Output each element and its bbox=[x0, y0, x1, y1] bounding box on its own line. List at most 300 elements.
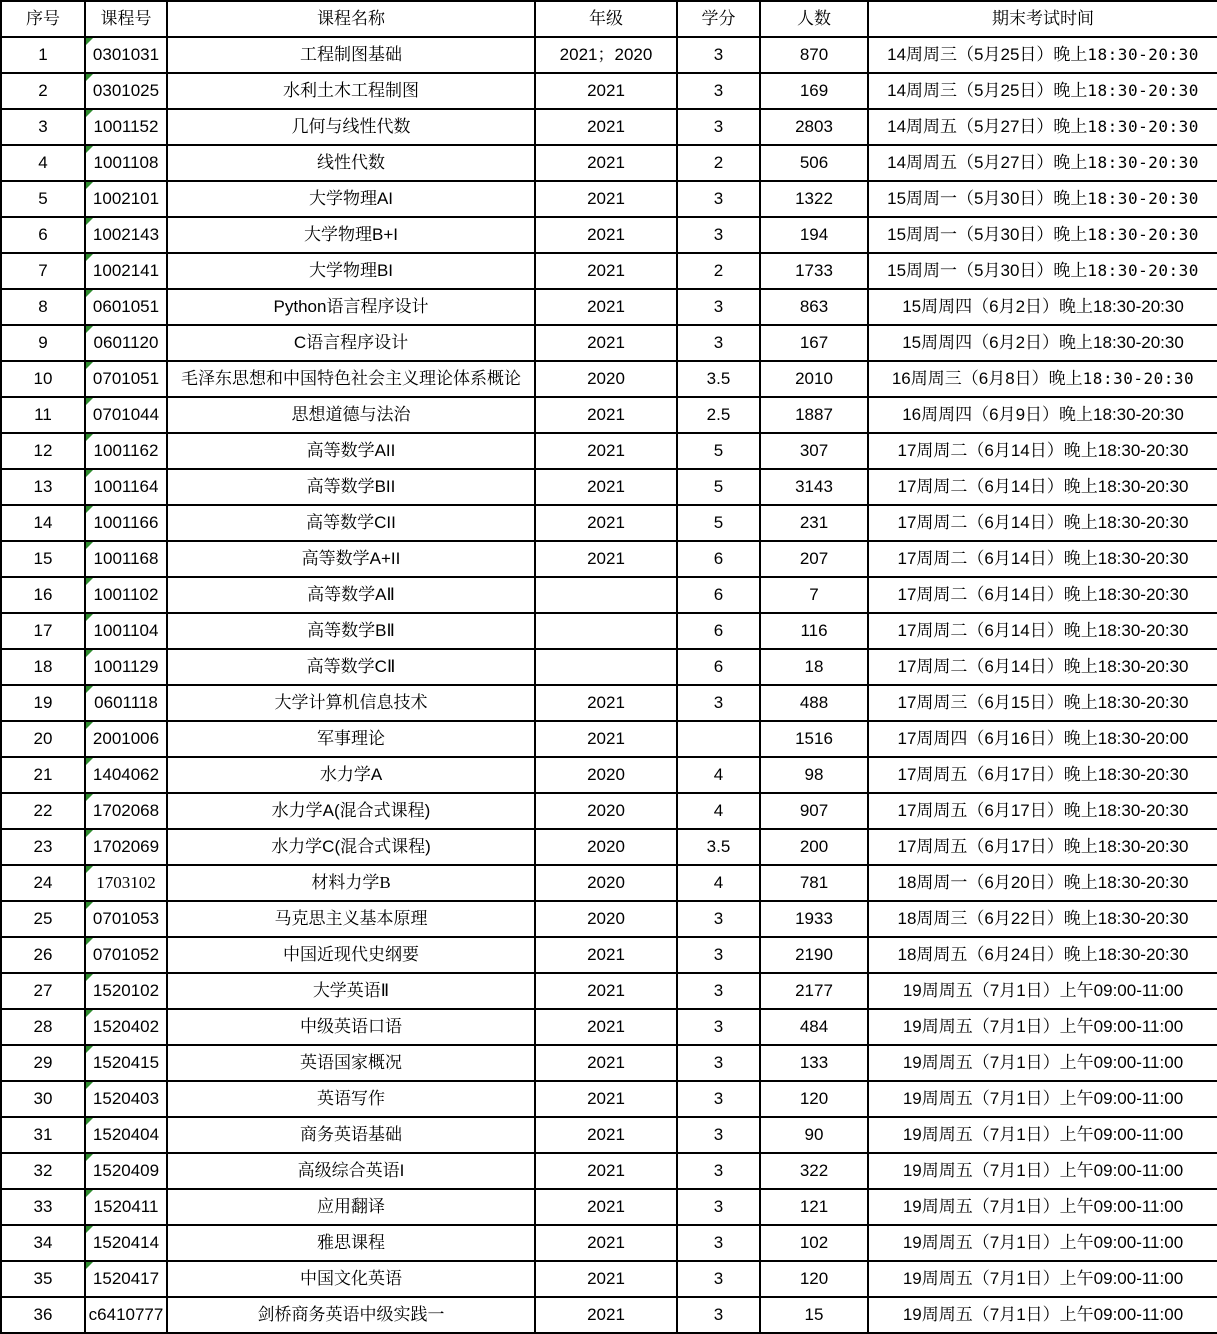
cell-exam-time: 17周周四（6月16日）晚上18:30-20:00 bbox=[868, 721, 1217, 757]
number-as-text-indicator-icon bbox=[86, 362, 93, 369]
cell-grade: 2021 bbox=[535, 541, 677, 577]
cell-grade: 2021 bbox=[535, 937, 677, 973]
cell-exam-time: 15周周四（6月2日）晚上18:30-20:30 bbox=[868, 289, 1217, 325]
cell-course-name: 中国文化英语 bbox=[167, 1261, 535, 1297]
cell-course-no: 1001104 bbox=[85, 613, 167, 649]
cell-course-no: 1520414 bbox=[85, 1225, 167, 1261]
cell-exam-time: 17周周三（6月15日）晚上18:30-20:30 bbox=[868, 685, 1217, 721]
cell-course-name: 高等数学AⅡ bbox=[167, 577, 535, 613]
cell-students: 200 bbox=[760, 829, 868, 865]
cell-exam-time: 14周周三（5月25日）晚上18:30-20:30 bbox=[868, 37, 1217, 73]
cell-seq: 33 bbox=[1, 1189, 85, 1225]
cell-students: 506 bbox=[760, 145, 868, 181]
number-as-text-indicator-icon bbox=[86, 686, 93, 693]
cell-course-name: 雅思课程 bbox=[167, 1225, 535, 1261]
cell-seq: 4 bbox=[1, 145, 85, 181]
cell-course-name: 应用翻译 bbox=[167, 1189, 535, 1225]
cell-course-no: 1002141 bbox=[85, 253, 167, 289]
cell-course-name: 思想道德与法治 bbox=[167, 397, 535, 433]
cell-seq: 29 bbox=[1, 1045, 85, 1081]
cell-grade: 2021 bbox=[535, 253, 677, 289]
cell-credits: 6 bbox=[677, 649, 760, 685]
table-row bbox=[1, 109, 1217, 145]
cell-course-no: 1002101 bbox=[85, 181, 167, 217]
cell-exam-time: 18周周五（6月24日）晚上18:30-20:30 bbox=[868, 937, 1217, 973]
cell-credits: 3.5 bbox=[677, 829, 760, 865]
cell-credits: 4 bbox=[677, 793, 760, 829]
cell-students: 2010 bbox=[760, 361, 868, 397]
number-as-text-indicator-icon bbox=[86, 830, 93, 837]
cell-students: 121 bbox=[760, 1189, 868, 1225]
table-row bbox=[1, 217, 1217, 253]
cell-course-name: 高等数学BⅡ bbox=[167, 613, 535, 649]
cell-course-no: 1703102 bbox=[85, 865, 167, 901]
cell-exam-time: 17周周二（6月14日）晚上18:30-20:30 bbox=[868, 433, 1217, 469]
number-as-text-indicator-icon bbox=[86, 974, 93, 981]
cell-course-no: 1702069 bbox=[85, 829, 167, 865]
cell-course-name: 中国近现代史纲要 bbox=[167, 937, 535, 973]
cell-students: 120 bbox=[760, 1081, 868, 1117]
cell-seq: 28 bbox=[1, 1009, 85, 1045]
number-as-text-indicator-icon bbox=[86, 542, 93, 549]
cell-students: 870 bbox=[760, 37, 868, 73]
cell-course-no: 1702068 bbox=[85, 793, 167, 829]
table-row bbox=[1, 289, 1217, 325]
cell-course-name: 大学物理BI bbox=[167, 253, 535, 289]
cell-grade: 2021 bbox=[535, 469, 677, 505]
cell-grade: 2020 bbox=[535, 865, 677, 901]
table-row bbox=[1, 793, 1217, 829]
cell-grade: 2020 bbox=[535, 793, 677, 829]
cell-seq: 14 bbox=[1, 505, 85, 541]
cell-credits: 3 bbox=[677, 1009, 760, 1045]
cell-exam-time: 17周周二（6月14日）晚上18:30-20:30 bbox=[868, 613, 1217, 649]
cell-credits: 3 bbox=[677, 1117, 760, 1153]
cell-course-no: 1520417 bbox=[85, 1261, 167, 1297]
cell-course-no: 0301025 bbox=[85, 73, 167, 109]
cell-course-name: 马克思主义基本原理 bbox=[167, 901, 535, 937]
cell-students: 90 bbox=[760, 1117, 868, 1153]
cell-seq: 36 bbox=[1, 1297, 85, 1333]
cell-course-name: 水力学A bbox=[167, 757, 535, 793]
cell-course-name: 高等数学CII bbox=[167, 505, 535, 541]
cell-course-name: 大学物理B+I bbox=[167, 217, 535, 253]
cell-course-no: 1001166 bbox=[85, 505, 167, 541]
table-row bbox=[1, 253, 1217, 289]
cell-students: 194 bbox=[760, 217, 868, 253]
cell-credits: 5 bbox=[677, 469, 760, 505]
table-row bbox=[1, 757, 1217, 793]
cell-seq: 17 bbox=[1, 613, 85, 649]
cell-course-no: 0601118 bbox=[85, 685, 167, 721]
cell-course-no: 1001152 bbox=[85, 109, 167, 145]
cell-seq: 11 bbox=[1, 397, 85, 433]
cell-course-no: 1001168 bbox=[85, 541, 167, 577]
table-row bbox=[1, 541, 1217, 577]
table-row bbox=[1, 505, 1217, 541]
cell-grade: 2020 bbox=[535, 829, 677, 865]
cell-students: 15 bbox=[760, 1297, 868, 1333]
header-grade: 年级 bbox=[535, 1, 677, 37]
cell-grade: 2021 bbox=[535, 217, 677, 253]
cell-grade bbox=[535, 649, 677, 685]
cell-exam-time: 16周周四（6月9日）晚上18:30-20:30 bbox=[868, 397, 1217, 433]
cell-grade: 2020 bbox=[535, 901, 677, 937]
cell-exam-time: 19周周五（7月1日）上午09:00-11:00 bbox=[868, 1081, 1217, 1117]
cell-credits: 3 bbox=[677, 1225, 760, 1261]
table-row bbox=[1, 73, 1217, 109]
cell-course-name: 中级英语口语 bbox=[167, 1009, 535, 1045]
cell-students: 231 bbox=[760, 505, 868, 541]
cell-exam-time: 19周周五（7月1日）上午09:00-11:00 bbox=[868, 1297, 1217, 1333]
cell-course-name: 剑桥商务英语中级实践一 bbox=[167, 1297, 535, 1333]
cell-exam-time: 17周周二（6月14日）晚上18:30-20:30 bbox=[868, 649, 1217, 685]
number-as-text-indicator-icon bbox=[86, 326, 93, 333]
cell-course-name: 毛泽东思想和中国特色社会主义理论体系概论 bbox=[167, 361, 535, 397]
cell-grade: 2021 bbox=[535, 1117, 677, 1153]
cell-course-name: 大学英语Ⅱ bbox=[167, 973, 535, 1009]
cell-credits: 3 bbox=[677, 1297, 760, 1333]
number-as-text-indicator-icon bbox=[86, 578, 93, 585]
cell-grade: 2021；2020 bbox=[535, 37, 677, 73]
table-row bbox=[1, 865, 1217, 901]
cell-exam-time: 17周周二（6月14日）晚上18:30-20:30 bbox=[868, 541, 1217, 577]
table-row bbox=[1, 1261, 1217, 1297]
cell-credits: 2.5 bbox=[677, 397, 760, 433]
number-as-text-indicator-icon bbox=[86, 38, 93, 45]
number-as-text-indicator-icon bbox=[86, 614, 93, 621]
cell-credits: 6 bbox=[677, 613, 760, 649]
cell-grade: 2021 bbox=[535, 721, 677, 757]
cell-course-no: 2001006 bbox=[85, 721, 167, 757]
cell-seq: 31 bbox=[1, 1117, 85, 1153]
header-seq: 序号 bbox=[1, 1, 85, 37]
cell-credits: 3 bbox=[677, 685, 760, 721]
cell-students: 133 bbox=[760, 1045, 868, 1081]
cell-credits: 3 bbox=[677, 217, 760, 253]
table-row bbox=[1, 1189, 1217, 1225]
header-exam-time: 期末考试时间 bbox=[868, 1, 1217, 37]
cell-course-no: 1001162 bbox=[85, 433, 167, 469]
cell-students: 102 bbox=[760, 1225, 868, 1261]
cell-students: 2190 bbox=[760, 937, 868, 973]
cell-students: 907 bbox=[760, 793, 868, 829]
number-as-text-indicator-icon bbox=[86, 1082, 93, 1089]
cell-credits: 3 bbox=[677, 1045, 760, 1081]
table-row bbox=[1, 1081, 1217, 1117]
cell-course-no: 0701053 bbox=[85, 901, 167, 937]
cell-course-no: 0601051 bbox=[85, 289, 167, 325]
cell-course-name: 军事理论 bbox=[167, 721, 535, 757]
cell-grade bbox=[535, 577, 677, 613]
cell-grade: 2021 bbox=[535, 181, 677, 217]
cell-grade: 2021 bbox=[535, 397, 677, 433]
cell-credits: 3 bbox=[677, 901, 760, 937]
cell-students: 207 bbox=[760, 541, 868, 577]
table-row bbox=[1, 577, 1217, 613]
number-as-text-indicator-icon bbox=[86, 758, 93, 765]
cell-grade: 2021 bbox=[535, 73, 677, 109]
cell-students: 484 bbox=[760, 1009, 868, 1045]
table-row bbox=[1, 1225, 1217, 1261]
table-row bbox=[1, 1009, 1217, 1045]
cell-grade: 2021 bbox=[535, 1297, 677, 1333]
cell-credits bbox=[677, 721, 760, 757]
number-as-text-indicator-icon bbox=[86, 866, 93, 873]
cell-credits: 4 bbox=[677, 865, 760, 901]
cell-course-no: 1002143 bbox=[85, 217, 167, 253]
cell-credits: 3 bbox=[677, 1081, 760, 1117]
cell-seq: 16 bbox=[1, 577, 85, 613]
cell-course-name: 高等数学CⅡ bbox=[167, 649, 535, 685]
cell-credits: 3 bbox=[677, 1153, 760, 1189]
cell-students: 7 bbox=[760, 577, 868, 613]
number-as-text-indicator-icon bbox=[86, 650, 93, 657]
cell-exam-time: 17周周二（6月14日）晚上18:30-20:30 bbox=[868, 505, 1217, 541]
cell-credits: 3 bbox=[677, 289, 760, 325]
cell-exam-time: 18周周三（6月22日）晚上18:30-20:30 bbox=[868, 901, 1217, 937]
cell-grade: 2020 bbox=[535, 757, 677, 793]
cell-course-name: 英语国家概况 bbox=[167, 1045, 535, 1081]
cell-exam-time: 14周周三（5月25日）晚上18:30-20:30 bbox=[868, 73, 1217, 109]
cell-grade: 2021 bbox=[535, 325, 677, 361]
cell-exam-time: 17周周二（6月14日）晚上18:30-20:30 bbox=[868, 577, 1217, 613]
table-row bbox=[1, 1153, 1217, 1189]
cell-students: 1933 bbox=[760, 901, 868, 937]
cell-exam-time: 17周周二（6月14日）晚上18:30-20:30 bbox=[868, 469, 1217, 505]
cell-grade bbox=[535, 613, 677, 649]
cell-exam-time: 19周周五（7月1日）上午09:00-11:00 bbox=[868, 1009, 1217, 1045]
cell-students: 307 bbox=[760, 433, 868, 469]
cell-students: 1887 bbox=[760, 397, 868, 433]
table-row bbox=[1, 469, 1217, 505]
table-row bbox=[1, 361, 1217, 397]
cell-exam-time: 19周周五（7月1日）上午09:00-11:00 bbox=[868, 973, 1217, 1009]
table-row bbox=[1, 397, 1217, 433]
cell-credits: 3 bbox=[677, 937, 760, 973]
cell-course-name: 高等数学A+II bbox=[167, 541, 535, 577]
cell-credits: 2 bbox=[677, 253, 760, 289]
table-row bbox=[1, 145, 1217, 181]
cell-course-name: 水力学C(混合式课程) bbox=[167, 829, 535, 865]
cell-seq: 23 bbox=[1, 829, 85, 865]
cell-grade: 2021 bbox=[535, 109, 677, 145]
cell-seq: 25 bbox=[1, 901, 85, 937]
cell-credits: 2 bbox=[677, 145, 760, 181]
cell-seq: 19 bbox=[1, 685, 85, 721]
cell-credits: 3 bbox=[677, 109, 760, 145]
cell-students: 1733 bbox=[760, 253, 868, 289]
cell-seq: 22 bbox=[1, 793, 85, 829]
cell-course-no: 0701051 bbox=[85, 361, 167, 397]
cell-course-no: 0701052 bbox=[85, 937, 167, 973]
table-row bbox=[1, 433, 1217, 469]
cell-seq: 20 bbox=[1, 721, 85, 757]
header-row bbox=[1, 1, 1217, 37]
cell-course-name: Python语言程序设计 bbox=[167, 289, 535, 325]
number-as-text-indicator-icon bbox=[86, 1010, 93, 1017]
number-as-text-indicator-icon bbox=[86, 434, 93, 441]
number-as-text-indicator-icon bbox=[86, 938, 93, 945]
cell-course-no: 1520403 bbox=[85, 1081, 167, 1117]
cell-exam-time: 15周周一（5月30日）晚上18:30-20:30 bbox=[868, 181, 1217, 217]
cell-seq: 35 bbox=[1, 1261, 85, 1297]
cell-grade: 2021 bbox=[535, 505, 677, 541]
cell-course-no: 1404062 bbox=[85, 757, 167, 793]
number-as-text-indicator-icon bbox=[86, 74, 93, 81]
cell-course-no: 1001164 bbox=[85, 469, 167, 505]
header-course-no: 课程号 bbox=[85, 1, 167, 37]
table-row bbox=[1, 613, 1217, 649]
cell-course-no: 1520102 bbox=[85, 973, 167, 1009]
cell-seq: 15 bbox=[1, 541, 85, 577]
number-as-text-indicator-icon bbox=[86, 290, 93, 297]
cell-students: 863 bbox=[760, 289, 868, 325]
cell-course-name: 商务英语基础 bbox=[167, 1117, 535, 1153]
cell-credits: 3 bbox=[677, 73, 760, 109]
cell-students: 2177 bbox=[760, 973, 868, 1009]
cell-seq: 10 bbox=[1, 361, 85, 397]
cell-exam-time: 15周周一（5月30日）晚上18:30-20:30 bbox=[868, 217, 1217, 253]
cell-exam-time: 15周周四（6月2日）晚上18:30-20:30 bbox=[868, 325, 1217, 361]
cell-seq: 32 bbox=[1, 1153, 85, 1189]
cell-grade: 2021 bbox=[535, 1261, 677, 1297]
cell-grade: 2021 bbox=[535, 289, 677, 325]
cell-seq: 30 bbox=[1, 1081, 85, 1117]
cell-course-no: 0301031 bbox=[85, 37, 167, 73]
number-as-text-indicator-icon bbox=[86, 1226, 93, 1233]
cell-grade: 2021 bbox=[535, 1045, 677, 1081]
cell-credits: 3 bbox=[677, 325, 760, 361]
cell-exam-time: 19周周五（7月1日）上午09:00-11:00 bbox=[868, 1225, 1217, 1261]
cell-exam-time: 19周周五（7月1日）上午09:00-11:00 bbox=[868, 1153, 1217, 1189]
header-credits: 学分 bbox=[677, 1, 760, 37]
cell-credits: 5 bbox=[677, 433, 760, 469]
cell-students: 781 bbox=[760, 865, 868, 901]
cell-course-no: 1001129 bbox=[85, 649, 167, 685]
cell-students: 169 bbox=[760, 73, 868, 109]
table-row bbox=[1, 37, 1217, 73]
number-as-text-indicator-icon bbox=[86, 146, 93, 153]
cell-credits: 3.5 bbox=[677, 361, 760, 397]
number-as-text-indicator-icon bbox=[86, 182, 93, 189]
cell-exam-time: 17周周五（6月17日）晚上18:30-20:30 bbox=[868, 829, 1217, 865]
cell-seq: 9 bbox=[1, 325, 85, 361]
cell-exam-time: 14周周五（5月27日）晚上18:30-20:30 bbox=[868, 109, 1217, 145]
number-as-text-indicator-icon bbox=[86, 794, 93, 801]
cell-course-name: 几何与线性代数 bbox=[167, 109, 535, 145]
cell-course-name: 水利土木工程制图 bbox=[167, 73, 535, 109]
cell-course-no: 1520415 bbox=[85, 1045, 167, 1081]
cell-grade: 2020 bbox=[535, 361, 677, 397]
cell-students: 116 bbox=[760, 613, 868, 649]
cell-seq: 2 bbox=[1, 73, 85, 109]
table-row bbox=[1, 721, 1217, 757]
cell-exam-time: 16周周三（6月8日）晚上18:30-20:30 bbox=[868, 361, 1217, 397]
cell-grade: 2021 bbox=[535, 1081, 677, 1117]
cell-students: 2803 bbox=[760, 109, 868, 145]
cell-course-no: c6410777 bbox=[85, 1297, 167, 1333]
cell-grade: 2021 bbox=[535, 685, 677, 721]
table-row bbox=[1, 685, 1217, 721]
number-as-text-indicator-icon bbox=[86, 1262, 93, 1269]
cell-exam-time: 19周周五（7月1日）上午09:00-11:00 bbox=[868, 1045, 1217, 1081]
cell-course-name: 工程制图基础 bbox=[167, 37, 535, 73]
number-as-text-indicator-icon bbox=[86, 254, 93, 261]
cell-students: 3143 bbox=[760, 469, 868, 505]
cell-course-name: 高等数学AII bbox=[167, 433, 535, 469]
cell-seq: 26 bbox=[1, 937, 85, 973]
cell-course-no: 0601120 bbox=[85, 325, 167, 361]
cell-credits: 6 bbox=[677, 541, 760, 577]
cell-students: 488 bbox=[760, 685, 868, 721]
cell-course-no: 1001102 bbox=[85, 577, 167, 613]
cell-grade: 2021 bbox=[535, 433, 677, 469]
cell-credits: 3 bbox=[677, 1189, 760, 1225]
cell-students: 18 bbox=[760, 649, 868, 685]
cell-credits: 5 bbox=[677, 505, 760, 541]
cell-grade: 2021 bbox=[535, 1189, 677, 1225]
cell-students: 167 bbox=[760, 325, 868, 361]
cell-grade: 2021 bbox=[535, 1153, 677, 1189]
number-as-text-indicator-icon bbox=[86, 398, 93, 405]
table-body bbox=[1, 37, 1217, 1333]
cell-seq: 13 bbox=[1, 469, 85, 505]
table-row bbox=[1, 829, 1217, 865]
cell-students: 1516 bbox=[760, 721, 868, 757]
number-as-text-indicator-icon bbox=[86, 110, 93, 117]
cell-credits: 3 bbox=[677, 37, 760, 73]
cell-seq: 8 bbox=[1, 289, 85, 325]
cell-course-name: 高等数学BII bbox=[167, 469, 535, 505]
header-course-name: 课程名称 bbox=[167, 1, 535, 37]
cell-grade: 2021 bbox=[535, 145, 677, 181]
cell-seq: 6 bbox=[1, 217, 85, 253]
cell-students: 1322 bbox=[760, 181, 868, 217]
cell-credits: 3 bbox=[677, 181, 760, 217]
cell-exam-time: 18周周一（6月20日）晚上18:30-20:30 bbox=[868, 865, 1217, 901]
cell-course-name: 英语写作 bbox=[167, 1081, 535, 1117]
cell-course-name: 大学物理AI bbox=[167, 181, 535, 217]
number-as-text-indicator-icon bbox=[86, 506, 93, 513]
cell-credits: 3 bbox=[677, 973, 760, 1009]
number-as-text-indicator-icon bbox=[86, 1118, 93, 1125]
table-row bbox=[1, 901, 1217, 937]
cell-seq: 12 bbox=[1, 433, 85, 469]
header-students: 人数 bbox=[760, 1, 868, 37]
table-row bbox=[1, 325, 1217, 361]
cell-course-name: 水力学A(混合式课程) bbox=[167, 793, 535, 829]
table-row bbox=[1, 649, 1217, 685]
table-row bbox=[1, 973, 1217, 1009]
cell-students: 98 bbox=[760, 757, 868, 793]
cell-course-name: 线性代数 bbox=[167, 145, 535, 181]
table-row bbox=[1, 1297, 1217, 1333]
table-row bbox=[1, 1045, 1217, 1081]
table-row bbox=[1, 181, 1217, 217]
cell-course-no: 1520402 bbox=[85, 1009, 167, 1045]
cell-credits: 3 bbox=[677, 1261, 760, 1297]
number-as-text-indicator-icon bbox=[86, 218, 93, 225]
cell-exam-time: 19周周五（7月1日）上午09:00-11:00 bbox=[868, 1117, 1217, 1153]
number-as-text-indicator-icon bbox=[86, 470, 93, 477]
cell-grade: 2021 bbox=[535, 973, 677, 1009]
cell-seq: 21 bbox=[1, 757, 85, 793]
number-as-text-indicator-icon bbox=[86, 902, 93, 909]
cell-seq: 34 bbox=[1, 1225, 85, 1261]
cell-seq: 18 bbox=[1, 649, 85, 685]
cell-exam-time: 19周周五（7月1日）上午09:00-11:00 bbox=[868, 1261, 1217, 1297]
